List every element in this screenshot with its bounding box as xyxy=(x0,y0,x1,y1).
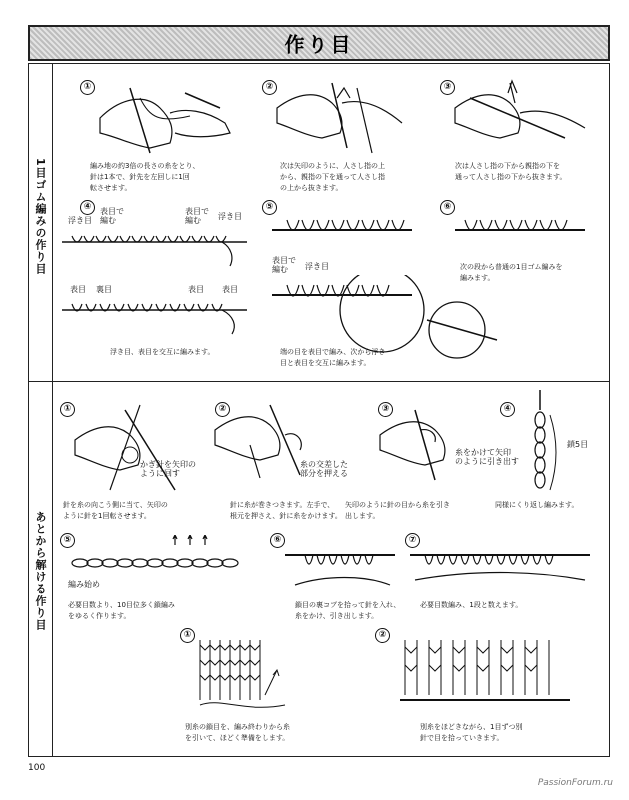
step-caption: 必要目数編み、1段と数えます。 xyxy=(420,601,523,609)
section-label-rib: 1目ゴム編みの作り目 xyxy=(34,158,47,275)
step-caption: 浮き目、表目を交互に編みます。 xyxy=(110,348,215,356)
hand-needle-illustration xyxy=(450,78,590,156)
section-label-provisional: あとから解ける作り目 xyxy=(34,511,47,631)
step-caption: 次は人さし指の下から親指の下を 通って人さし指の下から抜きます。 xyxy=(455,162,567,181)
crochet-chain-illustration xyxy=(65,535,245,585)
step-number: ① xyxy=(60,402,75,417)
stitch-row-illustration xyxy=(285,540,400,595)
annotation-label: 表目 xyxy=(70,285,86,294)
step-number: ⑤ xyxy=(60,533,75,548)
step-number: ③ xyxy=(440,80,455,95)
hand-needle-illustration xyxy=(272,78,412,156)
stitch-row-illustration xyxy=(272,212,417,252)
section-tab-rib-cast-on xyxy=(28,63,53,381)
annotation-label: 鎖5目 xyxy=(567,440,589,449)
annotation-label: 裏目 xyxy=(96,285,112,294)
annotation-label: かぎ針を矢印の ように回す xyxy=(140,460,196,478)
knit-fabric-illustration xyxy=(395,635,575,720)
annotation-label: 表目で 編む xyxy=(185,207,209,225)
watermark: PassionForum.ru xyxy=(537,778,613,788)
step-caption: 必要目数より、10目位多く鎖編み をゆるく作ります。 xyxy=(68,601,175,620)
step-number: ① xyxy=(80,80,95,95)
section-tab-provisional-cast-on xyxy=(28,381,53,757)
step-number: ③ xyxy=(378,402,393,417)
annotation-label: 浮き目 xyxy=(305,262,329,271)
step-caption: 矢印のように針の目から糸を引き 出します。 xyxy=(345,501,450,520)
section-divider xyxy=(28,381,610,382)
hand-crochet-illustration xyxy=(375,400,485,485)
step-number: ② xyxy=(215,402,230,417)
stitch-row-illustration xyxy=(62,296,252,336)
step-number: ② xyxy=(262,80,277,95)
hand-crochet-illustration xyxy=(70,400,195,495)
step-number: ⑥ xyxy=(270,533,285,548)
step-caption: 別糸の鎖目を、編み終わりから糸 を引いて、ほどく準備をします。 xyxy=(185,723,290,742)
stitch-row-illustration xyxy=(62,228,252,268)
step-caption: 次は矢印のように、人さし指の上 から、親指の下を通って人さし指 の上から抜きます。 xyxy=(280,162,385,192)
annotation-label: 表目 xyxy=(188,285,204,294)
annotation-label: 糸の交差した 部分を押える xyxy=(300,460,348,478)
step-number: ⑥ xyxy=(440,200,455,215)
step-caption: 同様にくり返し編みます。 xyxy=(495,501,579,509)
step-number: ④ xyxy=(500,402,515,417)
step-caption: 編み地の約3倍の長さの糸をとり、 針は1本で、針先を左回しに1回 転させます。 xyxy=(90,162,200,192)
annotation-label: 糸をかけて矢印 のように引き出す xyxy=(455,448,519,466)
annotation-label: 表目で 編む xyxy=(272,256,296,274)
hand-needle-illustration xyxy=(90,78,235,156)
annotation-label: 浮き目 xyxy=(218,212,242,221)
step-caption: 次の段から普通の1目ゴム編みを 編みます。 xyxy=(460,263,563,282)
step-caption: 針に糸が巻きつきます。左手で、 根元を押さえ、針に糸をかけます。 xyxy=(230,501,342,520)
stitch-row-illustration xyxy=(410,540,595,595)
title-bar xyxy=(28,25,610,61)
step-caption: 別糸をほどきながら、1目ずつ別 針で目を拾っていきます。 xyxy=(420,723,523,742)
step-number: ④ xyxy=(80,200,95,215)
annotation-label: 表目 xyxy=(222,285,238,294)
step-number: ⑦ xyxy=(405,533,420,548)
step-number: ① xyxy=(180,628,195,643)
step-caption: 端の目を表目で編み、次から浮き 目と表目を交互に編みます。 xyxy=(280,348,386,367)
knit-fabric-illustration xyxy=(195,635,295,720)
stitch-row-illustration xyxy=(455,212,590,252)
step-caption: 針を糸の向こう側に当て、矢印の ように針を1回転させます。 xyxy=(63,501,168,520)
page-number: 100 xyxy=(28,763,46,773)
step-number: ⑤ xyxy=(262,200,277,215)
annotation-label: 編み始め xyxy=(68,580,100,589)
annotation-label: 浮き目 xyxy=(68,216,92,225)
step-caption: 鎖目の裏コブを拾って針を入れ、 糸をかけ、引き出します。 xyxy=(295,601,401,620)
crochet-chain-illustration xyxy=(520,390,560,500)
step-number: ② xyxy=(375,628,390,643)
page-title: 作り目 xyxy=(284,32,354,57)
annotation-label: 表目で 編む xyxy=(100,207,124,225)
